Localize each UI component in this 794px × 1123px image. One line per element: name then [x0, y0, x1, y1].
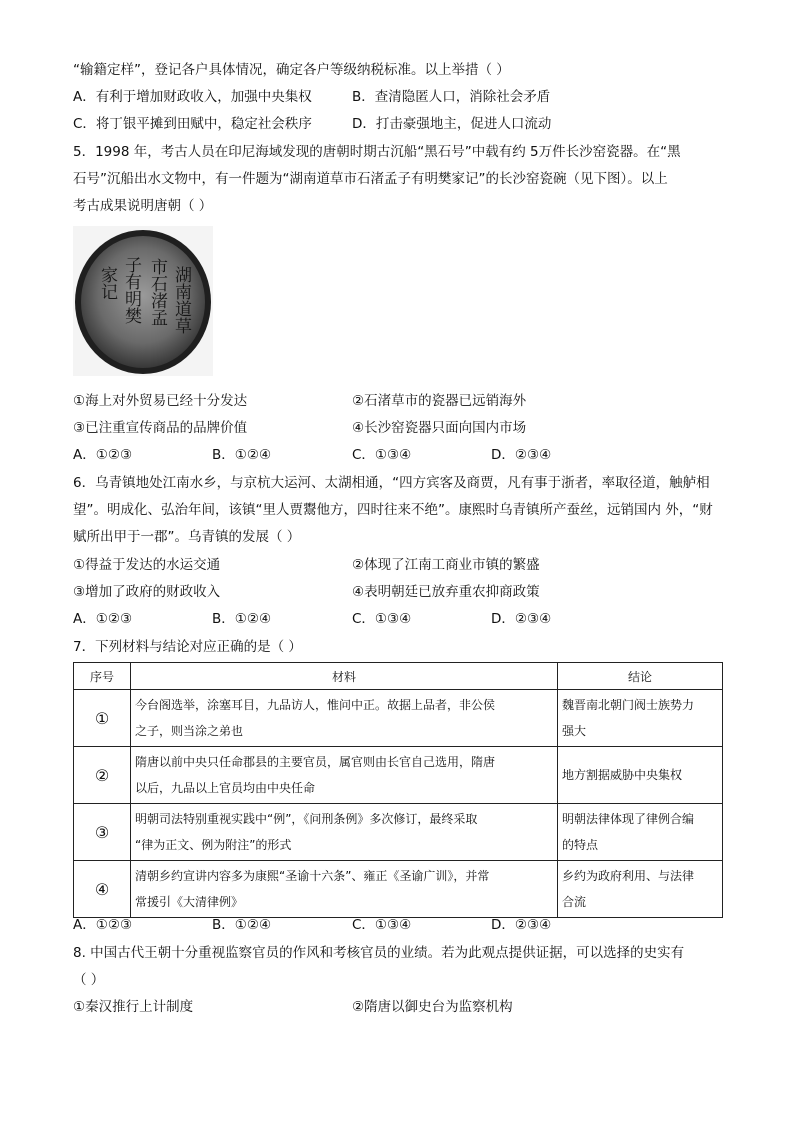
q6-stem-line3: 赋所出甲于一郡”。乌青镇的发展（ ） — [73, 529, 301, 545]
q6-stem-line2: 望”。明成化、弘治年间，该镇“里人贾鬻他方，四时往来不绝”。康熙时乌青镇所产蚕丝，远销国内 外，“财 — [73, 502, 713, 518]
row-material: 清朝乡约宣讲内容多为康熙“圣谕十六条”、雍正《圣谕广训》，并常 常援引《大清律例》 — [131, 861, 558, 918]
q7-answer-d: D．②③④ — [491, 917, 552, 933]
q6-statement-1: ①得益于发达的水运交通 — [73, 557, 221, 573]
q6-answer-d: D．②③④ — [491, 611, 552, 627]
row-num: ④ — [74, 861, 131, 918]
q7-material-table — [73, 662, 723, 918]
table-header-material: 材料 — [131, 663, 558, 690]
table-row — [74, 690, 723, 747]
q4-option-d: D．打击豪强地主，促进人口流动 — [352, 116, 552, 132]
row-conclusion: 明朝法律体现了律例合编 的特点 — [558, 804, 723, 861]
q5-answer-c: C．①③④ — [352, 447, 412, 463]
q5-answer-d: D．②③④ — [491, 447, 552, 463]
q4-stem-tail: “输籍定样”，登记各户具体情况，确定各户等级纳税标准。以上举措（ ） — [73, 62, 510, 78]
row-num: ② — [74, 747, 131, 804]
q6-answer-c: C．①③④ — [352, 611, 412, 627]
q7-answer-a: A．①②③ — [73, 917, 133, 933]
q5-statement-1: ①海上对外贸易已经十分发达 — [73, 393, 248, 409]
row-conclusion: 魏晋南北朝门阀士族势力 强大 — [558, 690, 723, 747]
bowl-inscription-col3: 子有明樊 — [121, 256, 141, 324]
q5-statement-3: ③已注重宣传商品的品牌价值 — [73, 420, 248, 436]
q6-statement-3: ③增加了政府的财政收入 — [73, 584, 221, 600]
q8-statement-2: ②隋唐以御史台为监察机构 — [352, 999, 513, 1015]
q6-answer-b: B．①②④ — [212, 611, 272, 627]
table-row — [74, 804, 723, 861]
q7-answer-b: B．①②④ — [212, 917, 272, 933]
q8-stem-line2: （ ） — [73, 972, 105, 988]
q4-option-a: A．有利于增加财政收入，加强中央集权 — [73, 89, 312, 105]
row-material: 隋唐以前中央只任命郡县的主要官员，属官则由长官自己选用，隋唐 以后，九品以上官员均由中央任命 — [131, 747, 558, 804]
q7-answer-c: C．①③④ — [352, 917, 412, 933]
row-material: 明朝司法特别重视实践中“例”，《问刑条例》多次修订，最终采取 “律为正文、例为附注”的形式 — [131, 804, 558, 861]
q6-statement-4: ④表明朝廷已放弃重农抑商政策 — [352, 584, 540, 600]
q8-statement-1: ①秦汉推行上计制度 — [73, 999, 194, 1015]
q5-stem-line3: 考古成果说明唐朝（ ） — [73, 198, 213, 214]
inscribed-bowl-photo-icon — [73, 226, 213, 376]
q8-stem-line1: 8. 中国古代王朝十分重视监察官员的作风和考核官员的业绩。若为此观点提供证据，可以选择的史实有 — [73, 945, 685, 961]
q5-answer-a: A．①②③ — [73, 447, 133, 463]
q4-option-b: B．查清隐匿人口，消除社会矛盾 — [352, 89, 551, 105]
q7-stem: 7．下列材料与结论对应正确的是（ ） — [73, 639, 302, 655]
row-num: ① — [74, 690, 131, 747]
table-header-conclusion: 结论 — [558, 663, 723, 690]
table-header-num: 序号 — [74, 663, 131, 690]
q5-stem-line1: 5．1998 年，考古人员在印尼海域发现的唐朝时期古沉船“黑石号”中载有约 5万件长沙窑瓷器。在“黑 — [73, 144, 681, 160]
bowl-inscription-col2: 市石渚孟 — [147, 258, 167, 326]
q5-stem-line2: 石号”沉船出水文物中，有一件题为“湖南道草市石渚孟子有明樊家记”的长沙窑瓷碗（见下图）。以上 — [73, 171, 668, 187]
table-row — [74, 747, 723, 804]
q5-statement-4: ④长沙窑瓷器只面向国内市场 — [352, 420, 527, 436]
row-num: ③ — [74, 804, 131, 861]
row-material: 今台阁选举，涂塞耳目，九品访人，惟问中正。故据上品者，非公侯 之子，则当涂之弟也 — [131, 690, 558, 747]
row-conclusion: 地方割据威胁中央集权 — [558, 747, 723, 804]
bowl-inscription-col4: 家记 — [97, 266, 117, 300]
q6-stem-line1: 6．乌青镇地处江南水乡，与京杭大运河、太湖相通，“四方宾客及商贾，凡有事于浙者，率取径道，触舻相 — [73, 475, 710, 491]
row-conclusion: 乡约为政府利用、与法律 合流 — [558, 861, 723, 918]
q6-answer-a: A．①②③ — [73, 611, 133, 627]
bowl-inscription-col1: 湖南道草 — [171, 266, 191, 334]
q4-option-c: C．将丁银平摊到田赋中，稳定社会秩序 — [73, 116, 312, 132]
q5-answer-b: B．①②④ — [212, 447, 272, 463]
q6-statement-2: ②体现了江南工商业市镇的繁盛 — [352, 557, 540, 573]
q5-statement-2: ②石渚草市的瓷器已远销海外 — [352, 393, 527, 409]
table-row — [74, 861, 723, 918]
